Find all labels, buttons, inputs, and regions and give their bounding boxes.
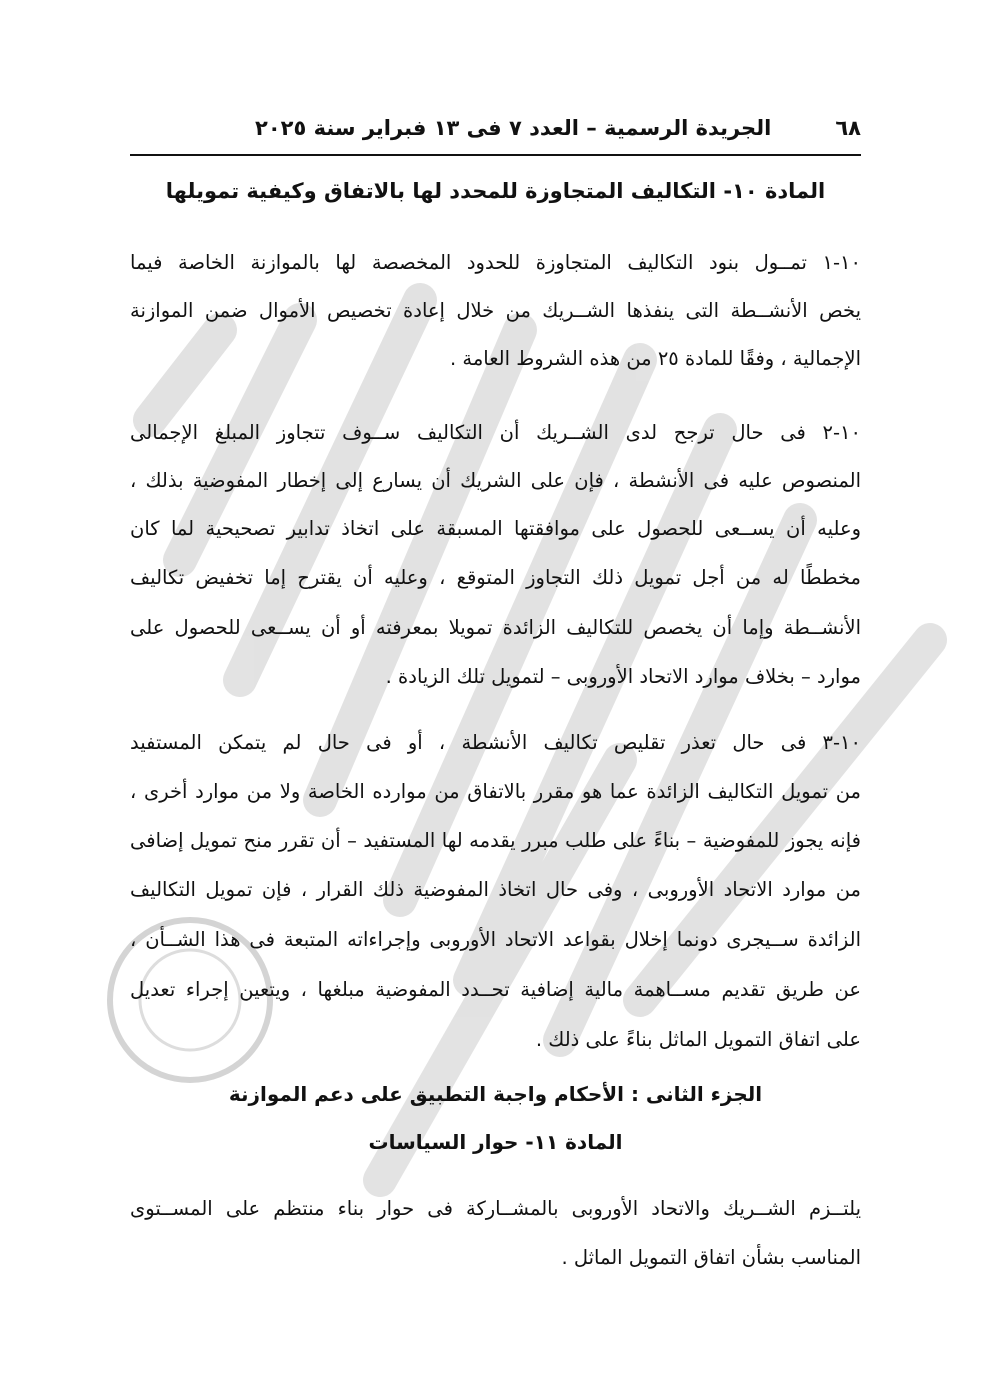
text-line: فإنه يجوز للمفوضية – بناءً على طلب مبرر يقدمه لها المستفيد – أن تقرر منح تمويل إضافى [130,829,861,852]
text-line: يلتــزم الشــريك والاتحاد الأوروبى بالمشــاركة فى حوار بناء منتظم على المســتوى [130,1197,861,1220]
text-line: وعليه أن يســعى للحصول على موافقتها المسبقة على اتخاذ تدابير تصحيحية لما كان [130,517,861,540]
article-10-title: المادة ١٠- التكاليف المتجاوزة للمحدد لها بالاتفاق وكيفية تمويلها [165,179,826,203]
text-line: ١٠-٣ فى حال تعذر تقليص تكاليف الأنشطة ، أو فى حال لم يتمكن المستفيد [130,731,861,754]
text-line: يخص الأنشــطة التى ينفذها الشــريك من خلال إعادة تخصيص الأموال ضمن الموازنة [130,299,861,322]
text-line: عن طريق تقديم مســاهمة مالية إضافية تحــدد المفوضية مبلغها ، ويتعين إجراء تعديل [130,978,861,1001]
text-line: من موارد الاتحاد الأوروبى ، وفى حال اتخاذ المفوضية ذلك القرار ، فإن تمويل التكاليف [130,878,861,901]
text-line: على اتفاق التمويل الماثل بناءً على ذلك . [535,1028,861,1051]
part-2-title: الجزء الثانى : الأحكام واجبة التطبيق على دعم الموازنة [228,1082,763,1106]
text-line: ١٠-١ تمــول بنود التكاليف المتجاوزة للحدود المخصصة لها بالموازنة الخاصة فيما [130,251,861,274]
text-line: المنصوص عليه فى الأنشطة ، فإن على الشريك أن يسارع إلى إخطار المفوضية بذلك ، [130,469,861,492]
text-line: موارد – بخلاف موارد الاتحاد الأوروبى – لتمويل تلك الزيادة . [385,665,861,688]
text-line: المناسب بشأن اتفاق التمويل الماثل . [561,1246,861,1269]
text-line: الأنشــطة وإما أن يخصص للتكاليف الزائدة تمويلا بمعرفته أو أن يســعى للحصول على [130,616,861,639]
text-line: الزائدة ســيجرى دونما إخلال بقواعد الاتحاد الأوروبى وإجراءاته المتبعة فى هذا الشــأن ، [130,928,861,951]
article-11-title: المادة ١١- حوار السياسات [368,1130,623,1154]
header-rule [130,154,861,156]
text-line: مخططًا له من أجل تمويل ذلك التجاوز المتوقع ، وعليه أن يقترح إما تخفيض تكاليف [130,566,861,589]
text-line: ١٠-٢ فى حال ترجح لدى الشــريك أن التكاليف ســوف تتجاوز المبلغ الإجمالى [130,421,861,444]
text-line: من تمويل التكاليف الزائدة عما هو مقرر بالاتفاق من موارده الخاصة ولا من موارد أخرى ، [130,780,861,803]
page-header [255,112,861,144]
page-number: ٦٨ [835,116,861,140]
publication-title: الجريدة الرسمية – العدد ٧ فى ١٣ فبراير سنة ٢٠٢٥ [255,116,772,140]
text-line: الإجمالية ، وفقًا للمادة ٢٥ من هذه الشروط العامة . [450,347,861,370]
